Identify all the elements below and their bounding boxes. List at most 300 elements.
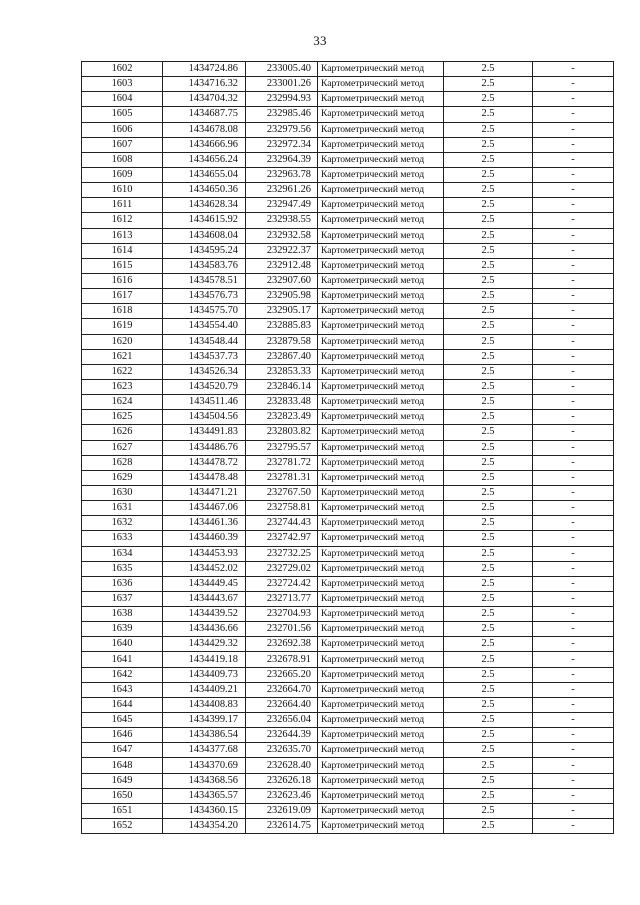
point-number-cell: 1650 [82,788,163,803]
method-cell: Картометрический метод [318,697,444,712]
y-coordinate-cell: 232614.75 [246,819,318,834]
x-coordinate-cell: 1434650.36 [163,183,246,198]
description-cell: - [533,62,614,77]
accuracy-cell: 2.5 [444,425,533,440]
table-row [82,289,614,304]
x-coordinate-cell: 1434365.57 [163,788,246,803]
table-row [82,516,614,531]
table-row [82,788,614,803]
x-coordinate-cell: 1434377.68 [163,743,246,758]
accuracy-cell: 2.5 [444,289,533,304]
x-coordinate-cell: 1434511.46 [163,395,246,410]
table-body [82,62,614,834]
point-number-cell: 1633 [82,531,163,546]
x-coordinate-cell: 1434478.48 [163,470,246,485]
method-cell: Картометрический метод [318,152,444,167]
point-number-cell: 1625 [82,410,163,425]
method-cell: Картометрический метод [318,410,444,425]
description-cell: - [533,682,614,697]
accuracy-cell: 2.5 [444,62,533,77]
point-number-cell: 1642 [82,667,163,682]
method-cell: Картометрический метод [318,531,444,546]
accuracy-cell: 2.5 [444,652,533,667]
method-cell: Картометрический метод [318,743,444,758]
description-cell: - [533,803,614,818]
y-coordinate-cell: 232744.43 [246,516,318,531]
point-number-cell: 1602 [82,62,163,77]
method-cell: Картометрический метод [318,728,444,743]
table-row [82,364,614,379]
point-number-cell: 1639 [82,622,163,637]
y-coordinate-cell: 232729.02 [246,561,318,576]
accuracy-cell: 2.5 [444,364,533,379]
accuracy-cell: 2.5 [444,743,533,758]
method-cell: Картометрический метод [318,395,444,410]
point-number-cell: 1606 [82,122,163,137]
accuracy-cell: 2.5 [444,667,533,682]
accuracy-cell: 2.5 [444,198,533,213]
accuracy-cell: 2.5 [444,92,533,107]
y-coordinate-cell: 232964.39 [246,152,318,167]
description-cell: - [533,425,614,440]
table-row [82,591,614,606]
description-cell: - [533,167,614,182]
accuracy-cell: 2.5 [444,561,533,576]
x-coordinate-cell: 1434537.73 [163,349,246,364]
description-cell: - [533,137,614,152]
accuracy-cell: 2.5 [444,697,533,712]
description-cell: - [533,455,614,470]
x-coordinate-cell: 1434615.92 [163,213,246,228]
table-row [82,682,614,697]
point-number-cell: 1610 [82,183,163,198]
x-coordinate-cell: 1434608.04 [163,228,246,243]
description-cell: - [533,652,614,667]
description-cell: - [533,258,614,273]
table-row [82,243,614,258]
accuracy-cell: 2.5 [444,440,533,455]
y-coordinate-cell: 232932.58 [246,228,318,243]
description-cell: - [533,773,614,788]
point-number-cell: 1643 [82,682,163,697]
y-coordinate-cell: 232742.97 [246,531,318,546]
description-cell: - [533,501,614,516]
table-row [82,607,614,622]
y-coordinate-cell: 232912.48 [246,258,318,273]
point-number-cell: 1620 [82,334,163,349]
description-cell: - [533,591,614,606]
x-coordinate-cell: 1434368.56 [163,773,246,788]
accuracy-cell: 2.5 [444,501,533,516]
accuracy-cell: 2.5 [444,713,533,728]
x-coordinate-cell: 1434491.83 [163,425,246,440]
method-cell: Картометрический метод [318,455,444,470]
accuracy-cell: 2.5 [444,622,533,637]
table-row [82,425,614,440]
x-coordinate-cell: 1434439.52 [163,607,246,622]
x-coordinate-cell: 1434408.83 [163,697,246,712]
description-cell: - [533,713,614,728]
x-coordinate-cell: 1434595.24 [163,243,246,258]
table-row [82,92,614,107]
table-row [82,455,614,470]
accuracy-cell: 2.5 [444,516,533,531]
method-cell: Картометрический метод [318,652,444,667]
y-coordinate-cell: 232885.83 [246,319,318,334]
point-number-cell: 1619 [82,319,163,334]
y-coordinate-cell: 232846.14 [246,379,318,394]
table-row [82,546,614,561]
description-cell: - [533,319,614,334]
accuracy-cell: 2.5 [444,137,533,152]
x-coordinate-cell: 1434429.32 [163,637,246,652]
method-cell: Картометрический метод [318,349,444,364]
method-cell: Картометрический метод [318,425,444,440]
x-coordinate-cell: 1434386.54 [163,728,246,743]
accuracy-cell: 2.5 [444,77,533,92]
point-number-cell: 1629 [82,470,163,485]
x-coordinate-cell: 1434354.20 [163,819,246,834]
table-row [82,107,614,122]
description-cell: - [533,213,614,228]
method-cell: Картометрический метод [318,213,444,228]
point-number-cell: 1641 [82,652,163,667]
description-cell: - [533,743,614,758]
point-number-cell: 1617 [82,289,163,304]
point-number-cell: 1611 [82,198,163,213]
method-cell: Картометрический метод [318,758,444,773]
method-cell: Картометрический метод [318,591,444,606]
table-row [82,213,614,228]
description-cell: - [533,758,614,773]
table-row [82,637,614,652]
table-row [82,410,614,425]
x-coordinate-cell: 1434655.04 [163,167,246,182]
accuracy-cell: 2.5 [444,213,533,228]
description-cell: - [533,667,614,682]
point-number-cell: 1651 [82,803,163,818]
point-number-cell: 1618 [82,304,163,319]
description-cell: - [533,334,614,349]
x-coordinate-cell: 1434687.75 [163,107,246,122]
y-coordinate-cell: 232724.42 [246,576,318,591]
x-coordinate-cell: 1434526.34 [163,364,246,379]
x-coordinate-cell: 1434436.66 [163,622,246,637]
y-coordinate-cell: 233005.40 [246,62,318,77]
point-number-cell: 1623 [82,379,163,394]
accuracy-cell: 2.5 [444,334,533,349]
table-row [82,183,614,198]
point-number-cell: 1647 [82,743,163,758]
method-cell: Картометрический метод [318,167,444,182]
x-coordinate-cell: 1434576.73 [163,289,246,304]
description-cell: - [533,516,614,531]
accuracy-cell: 2.5 [444,758,533,773]
table-row [82,349,614,364]
method-cell: Картометрический метод [318,364,444,379]
y-coordinate-cell: 232922.37 [246,243,318,258]
point-number-cell: 1628 [82,455,163,470]
accuracy-cell: 2.5 [444,455,533,470]
description-cell: - [533,122,614,137]
accuracy-cell: 2.5 [444,243,533,258]
description-cell: - [533,243,614,258]
y-coordinate-cell: 232664.40 [246,697,318,712]
x-coordinate-cell: 1434704.32 [163,92,246,107]
accuracy-cell: 2.5 [444,576,533,591]
description-cell: - [533,107,614,122]
y-coordinate-cell: 232628.40 [246,758,318,773]
point-number-cell: 1622 [82,364,163,379]
y-coordinate-cell: 232732.25 [246,546,318,561]
y-coordinate-cell: 232713.77 [246,591,318,606]
y-coordinate-cell: 232985.46 [246,107,318,122]
y-coordinate-cell: 232833.48 [246,395,318,410]
table-row [82,652,614,667]
y-coordinate-cell: 232678.91 [246,652,318,667]
table-row [82,122,614,137]
accuracy-cell: 2.5 [444,258,533,273]
table-row [82,697,614,712]
x-coordinate-cell: 1434724.86 [163,62,246,77]
accuracy-cell: 2.5 [444,803,533,818]
point-number-cell: 1605 [82,107,163,122]
y-coordinate-cell: 232979.56 [246,122,318,137]
table-row [82,743,614,758]
method-cell: Картометрический метод [318,92,444,107]
accuracy-cell: 2.5 [444,470,533,485]
accuracy-cell: 2.5 [444,379,533,394]
method-cell: Картометрический метод [318,607,444,622]
method-cell: Картометрический метод [318,379,444,394]
table-row [82,319,614,334]
y-coordinate-cell: 232803.82 [246,425,318,440]
point-number-cell: 1634 [82,546,163,561]
table-row [82,713,614,728]
accuracy-cell: 2.5 [444,682,533,697]
point-number-cell: 1613 [82,228,163,243]
method-cell: Картометрический метод [318,803,444,818]
description-cell: - [533,349,614,364]
y-coordinate-cell: 232781.72 [246,455,318,470]
table-row [82,440,614,455]
description-cell: - [533,395,614,410]
accuracy-cell: 2.5 [444,395,533,410]
point-number-cell: 1640 [82,637,163,652]
point-number-cell: 1636 [82,576,163,591]
description-cell: - [533,819,614,834]
point-number-cell: 1614 [82,243,163,258]
point-number-cell: 1608 [82,152,163,167]
accuracy-cell: 2.5 [444,167,533,182]
description-cell: - [533,364,614,379]
table-row [82,334,614,349]
x-coordinate-cell: 1434443.67 [163,591,246,606]
method-cell: Картометрический метод [318,243,444,258]
x-coordinate-cell: 1434360.15 [163,803,246,818]
y-coordinate-cell: 232853.33 [246,364,318,379]
method-cell: Картометрический метод [318,62,444,77]
description-cell: - [533,379,614,394]
accuracy-cell: 2.5 [444,273,533,288]
y-coordinate-cell: 232947.49 [246,198,318,213]
x-coordinate-cell: 1434554.40 [163,319,246,334]
point-number-cell: 1638 [82,607,163,622]
accuracy-cell: 2.5 [444,410,533,425]
x-coordinate-cell: 1434452.02 [163,561,246,576]
description-cell: - [533,470,614,485]
x-coordinate-cell: 1434409.73 [163,667,246,682]
method-cell: Картометрический метод [318,576,444,591]
accuracy-cell: 2.5 [444,591,533,606]
accuracy-cell: 2.5 [444,183,533,198]
accuracy-cell: 2.5 [444,607,533,622]
x-coordinate-cell: 1434409.21 [163,682,246,697]
description-cell: - [533,485,614,500]
x-coordinate-cell: 1434548.44 [163,334,246,349]
method-cell: Картометрический метод [318,319,444,334]
table-row [82,198,614,213]
method-cell: Картометрический метод [318,304,444,319]
accuracy-cell: 2.5 [444,773,533,788]
table-row [82,758,614,773]
method-cell: Картометрический метод [318,561,444,576]
description-cell: - [533,198,614,213]
accuracy-cell: 2.5 [444,152,533,167]
y-coordinate-cell: 232823.49 [246,410,318,425]
x-coordinate-cell: 1434656.24 [163,152,246,167]
table-row [82,561,614,576]
accuracy-cell: 2.5 [444,546,533,561]
x-coordinate-cell: 1434486.76 [163,440,246,455]
point-number-cell: 1603 [82,77,163,92]
method-cell: Картометрический метод [318,258,444,273]
table-row [82,137,614,152]
method-cell: Картометрический метод [318,183,444,198]
y-coordinate-cell: 232972.34 [246,137,318,152]
method-cell: Картометрический метод [318,637,444,652]
y-coordinate-cell: 232905.98 [246,289,318,304]
point-number-cell: 1649 [82,773,163,788]
description-cell: - [533,152,614,167]
description-cell: - [533,531,614,546]
method-cell: Картометрический метод [318,470,444,485]
point-number-cell: 1630 [82,485,163,500]
description-cell: - [533,607,614,622]
method-cell: Картометрический метод [318,77,444,92]
description-cell: - [533,228,614,243]
y-coordinate-cell: 232664.70 [246,682,318,697]
y-coordinate-cell: 232767.50 [246,485,318,500]
description-cell: - [533,788,614,803]
description-cell: - [533,92,614,107]
description-cell: - [533,576,614,591]
x-coordinate-cell: 1434453.93 [163,546,246,561]
coordinates-table [81,61,614,834]
method-cell: Картометрический метод [318,137,444,152]
y-coordinate-cell: 232644.39 [246,728,318,743]
method-cell: Картометрический метод [318,485,444,500]
method-cell: Картометрический метод [318,273,444,288]
point-number-cell: 1648 [82,758,163,773]
table-row [82,667,614,682]
point-number-cell: 1609 [82,167,163,182]
method-cell: Картометрический метод [318,546,444,561]
description-cell: - [533,622,614,637]
description-cell: - [533,273,614,288]
y-coordinate-cell: 232963.78 [246,167,318,182]
accuracy-cell: 2.5 [444,228,533,243]
y-coordinate-cell: 232781.31 [246,470,318,485]
accuracy-cell: 2.5 [444,122,533,137]
point-number-cell: 1646 [82,728,163,743]
y-coordinate-cell: 233001.26 [246,77,318,92]
accuracy-cell: 2.5 [444,107,533,122]
method-cell: Картометрический метод [318,622,444,637]
table-row [82,622,614,637]
description-cell: - [533,637,614,652]
point-number-cell: 1645 [82,713,163,728]
accuracy-cell: 2.5 [444,531,533,546]
accuracy-cell: 2.5 [444,485,533,500]
page-number: 33 [313,33,327,48]
y-coordinate-cell: 232905.17 [246,304,318,319]
x-coordinate-cell: 1434504.56 [163,410,246,425]
method-cell: Картометрический метод [318,334,444,349]
x-coordinate-cell: 1434467.06 [163,501,246,516]
table-row [82,470,614,485]
point-number-cell: 1604 [82,92,163,107]
x-coordinate-cell: 1434678.08 [163,122,246,137]
x-coordinate-cell: 1434575.70 [163,304,246,319]
description-cell: - [533,697,614,712]
point-number-cell: 1637 [82,591,163,606]
y-coordinate-cell: 232758.81 [246,501,318,516]
table-row [82,228,614,243]
table-row [82,531,614,546]
point-number-cell: 1616 [82,273,163,288]
table-row [82,803,614,818]
y-coordinate-cell: 232619.09 [246,803,318,818]
table-row [82,773,614,788]
y-coordinate-cell: 232656.04 [246,713,318,728]
y-coordinate-cell: 232665.20 [246,667,318,682]
table-row [82,819,614,834]
table-row [82,258,614,273]
point-number-cell: 1652 [82,819,163,834]
method-cell: Картометрический метод [318,773,444,788]
table-row [82,273,614,288]
y-coordinate-cell: 232635.70 [246,743,318,758]
table-row [82,167,614,182]
x-coordinate-cell: 1434419.18 [163,652,246,667]
x-coordinate-cell: 1434583.76 [163,258,246,273]
x-coordinate-cell: 1434399.17 [163,713,246,728]
table-row [82,501,614,516]
description-cell: - [533,410,614,425]
point-number-cell: 1626 [82,425,163,440]
table-row [82,77,614,92]
method-cell: Картометрический метод [318,788,444,803]
method-cell: Картометрический метод [318,440,444,455]
method-cell: Картометрический метод [318,819,444,834]
method-cell: Картометрический метод [318,682,444,697]
y-coordinate-cell: 232795.57 [246,440,318,455]
y-coordinate-cell: 232961.26 [246,183,318,198]
x-coordinate-cell: 1434478.72 [163,455,246,470]
y-coordinate-cell: 232692.38 [246,637,318,652]
description-cell: - [533,183,614,198]
